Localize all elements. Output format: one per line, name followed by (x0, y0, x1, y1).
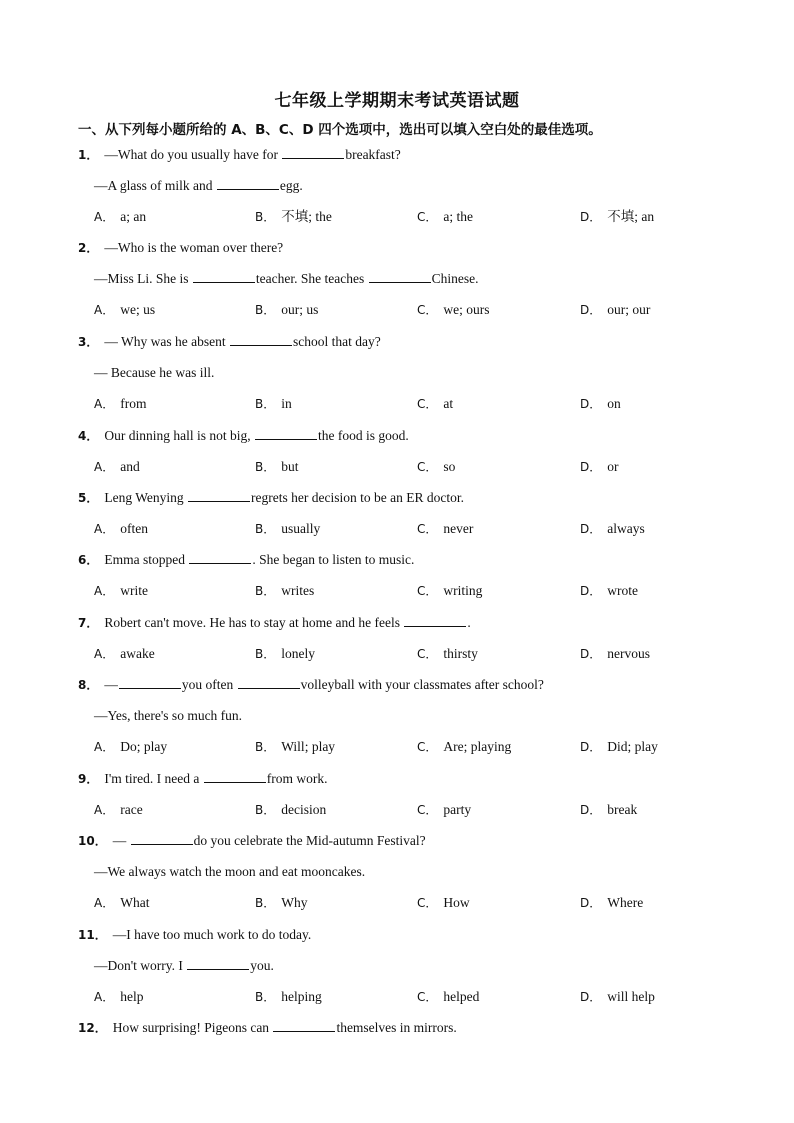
option-letter: C． (417, 990, 438, 1004)
answer-option[interactable] (94, 737, 167, 757)
answer-options (94, 737, 714, 757)
option-text: thirsty (443, 646, 478, 661)
option-letter: A． (94, 740, 115, 754)
option-text: How (443, 895, 470, 910)
question-text: — Because he was ill. (94, 365, 215, 380)
answer-option[interactable] (417, 394, 453, 414)
answer-option[interactable] (255, 987, 322, 1007)
question-number: 4． (78, 429, 99, 443)
answer-option[interactable] (580, 987, 655, 1007)
option-text: we; us (120, 302, 156, 317)
question-line (78, 831, 426, 851)
option-text: Did; play (607, 739, 658, 754)
answer-option[interactable] (255, 893, 307, 913)
option-letter: A． (94, 397, 115, 411)
answer-options (94, 300, 714, 320)
question-text: teacher. She teaches (255, 271, 368, 286)
answer-option[interactable] (580, 207, 654, 227)
answer-option[interactable] (255, 457, 299, 477)
question-text: the food is good. (317, 428, 409, 443)
option-text: often (120, 521, 148, 536)
option-letter: C． (417, 896, 438, 910)
question-number: 5． (78, 491, 99, 505)
option-letter: A． (94, 303, 115, 317)
option-text: Where (607, 895, 644, 910)
question-number: 10． (78, 834, 107, 848)
option-letter: D． (580, 896, 602, 910)
question-text: Leng Wenying (104, 490, 188, 505)
option-text: 不填; the (281, 209, 332, 224)
answer-option[interactable] (580, 394, 621, 414)
answer-option[interactable] (94, 893, 149, 913)
answer-option[interactable] (255, 394, 292, 414)
answer-option[interactable] (94, 457, 140, 477)
question-text: breakfast? (345, 147, 401, 162)
answer-option[interactable] (417, 207, 473, 227)
answer-option[interactable] (580, 644, 650, 664)
option-letter: A． (94, 896, 115, 910)
option-letter: C． (417, 210, 438, 224)
question-line (78, 238, 283, 258)
option-text: a; the (443, 209, 474, 224)
answer-option[interactable] (580, 519, 645, 539)
option-text: write (120, 583, 148, 598)
option-letter: C． (417, 522, 438, 536)
option-text: race (120, 802, 143, 817)
option-text: never (443, 521, 474, 536)
answer-options (94, 457, 714, 477)
option-letter: A． (94, 584, 115, 598)
question-text: —I have too much work to do today. (112, 927, 312, 942)
option-letter: B． (255, 803, 276, 817)
option-letter: C． (417, 740, 438, 754)
question-text: — Why was he absent (104, 334, 229, 349)
answer-blank (404, 613, 466, 627)
answer-blank (238, 675, 300, 689)
option-letter: C． (417, 303, 438, 317)
option-letter: A． (94, 803, 115, 817)
option-letter: B． (255, 460, 276, 474)
question-text: —We always watch the moon and eat mooncakes. (94, 864, 366, 879)
question-number: 12． (78, 1021, 107, 1035)
question-text: —Don't worry. I (94, 958, 187, 973)
answer-blank (282, 145, 344, 159)
question-text: How surprising! Pigeons can (112, 1020, 273, 1035)
option-text: or (607, 459, 619, 474)
option-letter: A． (94, 990, 115, 1004)
answer-blank (189, 550, 251, 564)
question-text: do you celebrate the Mid-autumn Festival? (193, 833, 426, 848)
answer-options (94, 394, 714, 414)
answer-option[interactable] (255, 300, 318, 320)
answer-option[interactable] (94, 581, 148, 601)
answer-option[interactable] (580, 737, 658, 757)
question-text: volleyball with your classmates after school? (300, 677, 544, 692)
section-heading: 一、从下列每小题所给的 A、B、C、D 四个选项中，选出可以填入空白处的最佳选项。 (78, 122, 602, 138)
answer-blank (131, 831, 193, 845)
option-letter: A． (94, 647, 115, 661)
answer-blank (230, 332, 292, 346)
question-number: 6． (78, 553, 99, 567)
option-text: break (607, 802, 638, 817)
question-line (78, 488, 464, 508)
question-text: egg. (279, 178, 303, 193)
option-text: party (443, 802, 472, 817)
option-text: writes (281, 583, 315, 598)
question-line (78, 769, 328, 789)
answer-option[interactable] (255, 800, 326, 820)
option-letter: B． (255, 522, 276, 536)
option-text: and (120, 459, 140, 474)
question-line (94, 176, 303, 196)
option-letter: A． (94, 460, 115, 474)
question-line (94, 956, 274, 976)
option-text: Do; play (120, 739, 168, 754)
option-text: helped (443, 989, 480, 1004)
answer-option[interactable] (580, 581, 638, 601)
answer-blank (204, 769, 266, 783)
question-line (94, 862, 365, 882)
answer-blank (273, 1018, 335, 1032)
answer-option[interactable] (417, 737, 511, 757)
question-line (78, 675, 544, 695)
option-letter: D． (580, 647, 602, 661)
option-letter: D． (580, 397, 602, 411)
option-text: help (120, 989, 144, 1004)
answer-blank (188, 488, 250, 502)
option-letter: D． (580, 460, 602, 474)
question-text: Our dinning hall is not big, (104, 428, 254, 443)
question-line (78, 613, 471, 633)
answer-option[interactable] (94, 300, 155, 320)
question-line (94, 269, 478, 289)
answer-blank (369, 269, 431, 283)
option-text: usually (281, 521, 321, 536)
answer-option[interactable] (417, 644, 478, 664)
option-text: will help (607, 989, 655, 1004)
answer-option[interactable] (94, 519, 148, 539)
option-letter: D． (580, 303, 602, 317)
answer-option[interactable] (94, 394, 146, 414)
option-letter: B． (255, 990, 276, 1004)
option-letter: B． (255, 210, 276, 224)
option-text: but (281, 459, 299, 474)
question-text: —Yes, there's so much fun. (94, 708, 243, 723)
page-title: 七年级上学期期末考试英语试题 (274, 91, 520, 111)
answer-blank (187, 956, 249, 970)
question-text: . (467, 615, 471, 630)
option-letter: B． (255, 896, 276, 910)
question-line (94, 706, 242, 726)
answer-option[interactable] (94, 800, 143, 820)
option-letter: A． (94, 522, 115, 536)
answer-options (94, 519, 714, 539)
answer-option[interactable] (255, 644, 315, 664)
question-text: from work. (266, 771, 328, 786)
question-text: —Miss Li. She is (94, 271, 192, 286)
question-text: themselves in mirrors. (336, 1020, 457, 1035)
answer-options (94, 800, 714, 820)
option-letter: B． (255, 303, 276, 317)
option-text: What (120, 895, 150, 910)
option-text: our; us (281, 302, 319, 317)
answer-blank (217, 176, 279, 190)
question-text: —Who is the woman over there? (104, 240, 284, 255)
answer-option[interactable] (255, 737, 335, 757)
answer-option[interactable] (417, 581, 482, 601)
question-text: Robert can't move. He has to stay at home and he feels (104, 615, 404, 630)
question-text: regrets her decision to be an ER doctor. (251, 490, 464, 505)
option-text: writing (443, 583, 483, 598)
question-line (78, 145, 401, 165)
answer-options (94, 987, 714, 1007)
option-letter: B． (255, 584, 276, 598)
question-text: —What do you usually have for (104, 147, 282, 162)
option-text: Why (281, 895, 308, 910)
answer-option[interactable] (580, 457, 619, 477)
option-text: nervous (607, 646, 650, 661)
option-letter: C． (417, 397, 438, 411)
answer-option[interactable] (417, 800, 471, 820)
option-letter: D． (580, 584, 602, 598)
question-text: — (112, 833, 130, 848)
answer-option[interactable] (255, 519, 320, 539)
option-text: at (443, 396, 454, 411)
option-letter: A． (94, 210, 115, 224)
answer-options (94, 644, 714, 664)
option-text: Are; playing (443, 739, 512, 754)
answer-blank (193, 269, 255, 283)
question-text: —A glass of milk and (94, 178, 216, 193)
question-number: 2． (78, 241, 99, 255)
question-number: 9． (78, 772, 99, 786)
question-line (78, 1018, 457, 1038)
option-text: so (443, 459, 456, 474)
option-text: on (607, 396, 621, 411)
answer-option[interactable] (580, 300, 650, 320)
question-number: 11． (78, 928, 107, 942)
answer-option[interactable] (417, 457, 455, 477)
answer-option[interactable] (94, 207, 146, 227)
question-number: 1． (78, 148, 99, 162)
answer-options (94, 893, 714, 913)
question-text: — (104, 677, 118, 692)
question-text: I'm tired. I need a (104, 771, 203, 786)
answer-option[interactable] (94, 987, 143, 1007)
question-text: . She began to listen to music. (252, 552, 415, 567)
answer-option[interactable] (417, 987, 479, 1007)
answer-blank (119, 675, 181, 689)
question-line (78, 332, 381, 352)
option-text: 不填; an (607, 209, 655, 224)
option-letter: B． (255, 740, 276, 754)
option-text: a; an (120, 209, 147, 224)
question-line (78, 925, 311, 945)
question-number: 8． (78, 678, 99, 692)
answer-options (94, 581, 714, 601)
question-number: 7． (78, 616, 99, 630)
option-letter: D． (580, 803, 602, 817)
option-letter: B． (255, 647, 276, 661)
option-letter: D． (580, 522, 602, 536)
answer-option[interactable] (417, 893, 470, 913)
option-letter: C． (417, 460, 438, 474)
answer-option[interactable] (580, 893, 643, 913)
question-text: you often (181, 677, 237, 692)
answer-option[interactable] (255, 207, 332, 227)
option-text: wrote (607, 583, 638, 598)
option-text: in (281, 396, 292, 411)
question-text: Emma stopped (104, 552, 189, 567)
option-text: lonely (281, 646, 315, 661)
option-text: awake (120, 646, 155, 661)
option-letter: D． (580, 210, 602, 224)
option-text: we; ours (443, 302, 490, 317)
option-text: always (607, 521, 645, 536)
answer-option[interactable] (417, 300, 490, 320)
question-line (94, 363, 214, 383)
option-text: Will; play (281, 739, 336, 754)
question-text: Chinese. (431, 271, 479, 286)
option-letter: C． (417, 584, 438, 598)
option-letter: C． (417, 647, 438, 661)
option-letter: D． (580, 990, 602, 1004)
answer-blank (255, 426, 317, 440)
option-text: helping (281, 989, 322, 1004)
option-letter: B． (255, 397, 276, 411)
answer-option[interactable] (94, 644, 155, 664)
option-letter: C． (417, 803, 438, 817)
question-text: you. (250, 958, 274, 973)
question-line (78, 550, 414, 570)
answer-options (94, 207, 714, 227)
answer-option[interactable] (580, 800, 637, 820)
answer-option[interactable] (417, 519, 473, 539)
option-text: from (120, 396, 147, 411)
question-line (78, 426, 409, 446)
question-number: 3． (78, 335, 99, 349)
question-text: school that day? (292, 334, 381, 349)
option-text: decision (281, 802, 327, 817)
option-letter: D． (580, 740, 602, 754)
option-text: our; our (607, 302, 651, 317)
answer-option[interactable] (255, 581, 314, 601)
